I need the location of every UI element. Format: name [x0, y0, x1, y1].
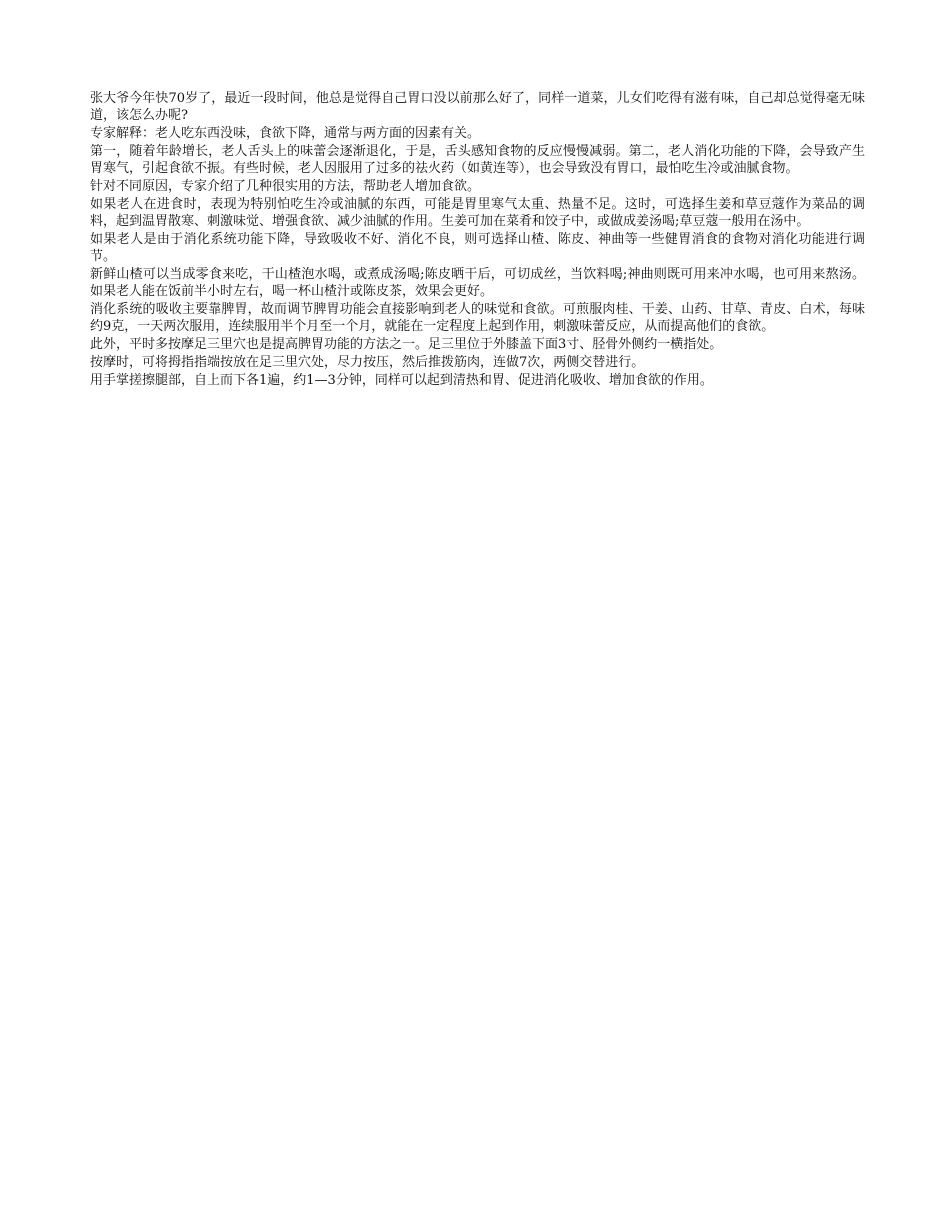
article-body [90, 90, 865, 390]
paragraph-leg-rubbing: 用手掌搓擦腿部，自上而下各1遍，约1—3分钟，同样可以起到清热和胃、促进消化吸收、增加食欲的作用。 [90, 373, 713, 388]
paragraph-ginger-cardamom: 如果老人在进食时，表现为特别怕吃生冷或油腻的东西，可能是胃里寒气太重、热量不足。这时，可选择生姜和草豆蔻作为菜品的调料，起到温胃散寒、刺激味觉、增强食欲、减少油腻的作用。生姜可加在菜肴和饺子中，或做成姜汤喝;草豆蔻一般用在汤中。 [90, 197, 865, 229]
paragraph-expert-explanation: 专家解释：老人吃东西没味，食欲下降，通常与两方面的因素有关。 [90, 126, 481, 141]
paragraph-causes: 第一，随着年龄增长，老人舌头上的味蕾会逐渐退化，于是，舌头感知食物的反应慢慢减弱。第二，老人消化功能的下降，会导致产生胃寒气，引起食欲不振。有些时候，老人因服用了过多的祛火药（如黄连等），也会导致没有胃口，最怕吃生冷或油腻食物。 [90, 144, 865, 176]
paragraph-digestive-foods: 如果老人是由于消化系统功能下降，导致吸收不好、消化不良，则可选择山楂、陈皮、神曲等一些健胃消食的食物对消化功能进行调节。 [90, 232, 865, 264]
paragraph-massage-method: 按摩时，可将拇指指端按放在足三里穴处，尽力按压，然后推拨筋肉，连做7次，两侧交替进行。 [90, 355, 645, 370]
paragraph-methods-intro: 针对不同原因，专家介绍了几种很实用的方法，帮助老人增加食欲。 [90, 179, 481, 194]
paragraph-hawthorn-usage: 新鲜山楂可以当成零食来吃，干山楂泡水喝，或煮成汤喝;陈皮晒干后，可切成丝，当饮料喝;神曲则既可用来冲水喝，也可用来熬汤。如果老人能在饭前半小时左右，喝一杯山楂汁或陈皮茶，效果会更好。 [90, 267, 865, 299]
paragraph-zusanli-location: 此外，平时多按摩足三里穴也是提高脾胃功能的方法之一。足三里位于外膝盖下面3寸、胫骨外侧约一横指处。 [90, 337, 723, 352]
paragraph-herbal-decoction: 消化系统的吸收主要靠脾胃，故而调节脾胃功能会直接影响到老人的味觉和食欲。可煎服肉桂、干姜、山药、甘草、青皮、白术，每味约9克，一天两次服用，连续服用半个月至一个月，就能在一定程度上起到作用，刺激味蕾反应，从而提高他们的食欲。 [90, 302, 865, 334]
paragraph-intro: 张大爷今年快70岁了，最近一段时间，他总是觉得自己胃口没以前那么好了，同样一道菜，儿女们吃得有滋有味，自己却总觉得毫无味道，该怎么办呢? [90, 91, 865, 123]
